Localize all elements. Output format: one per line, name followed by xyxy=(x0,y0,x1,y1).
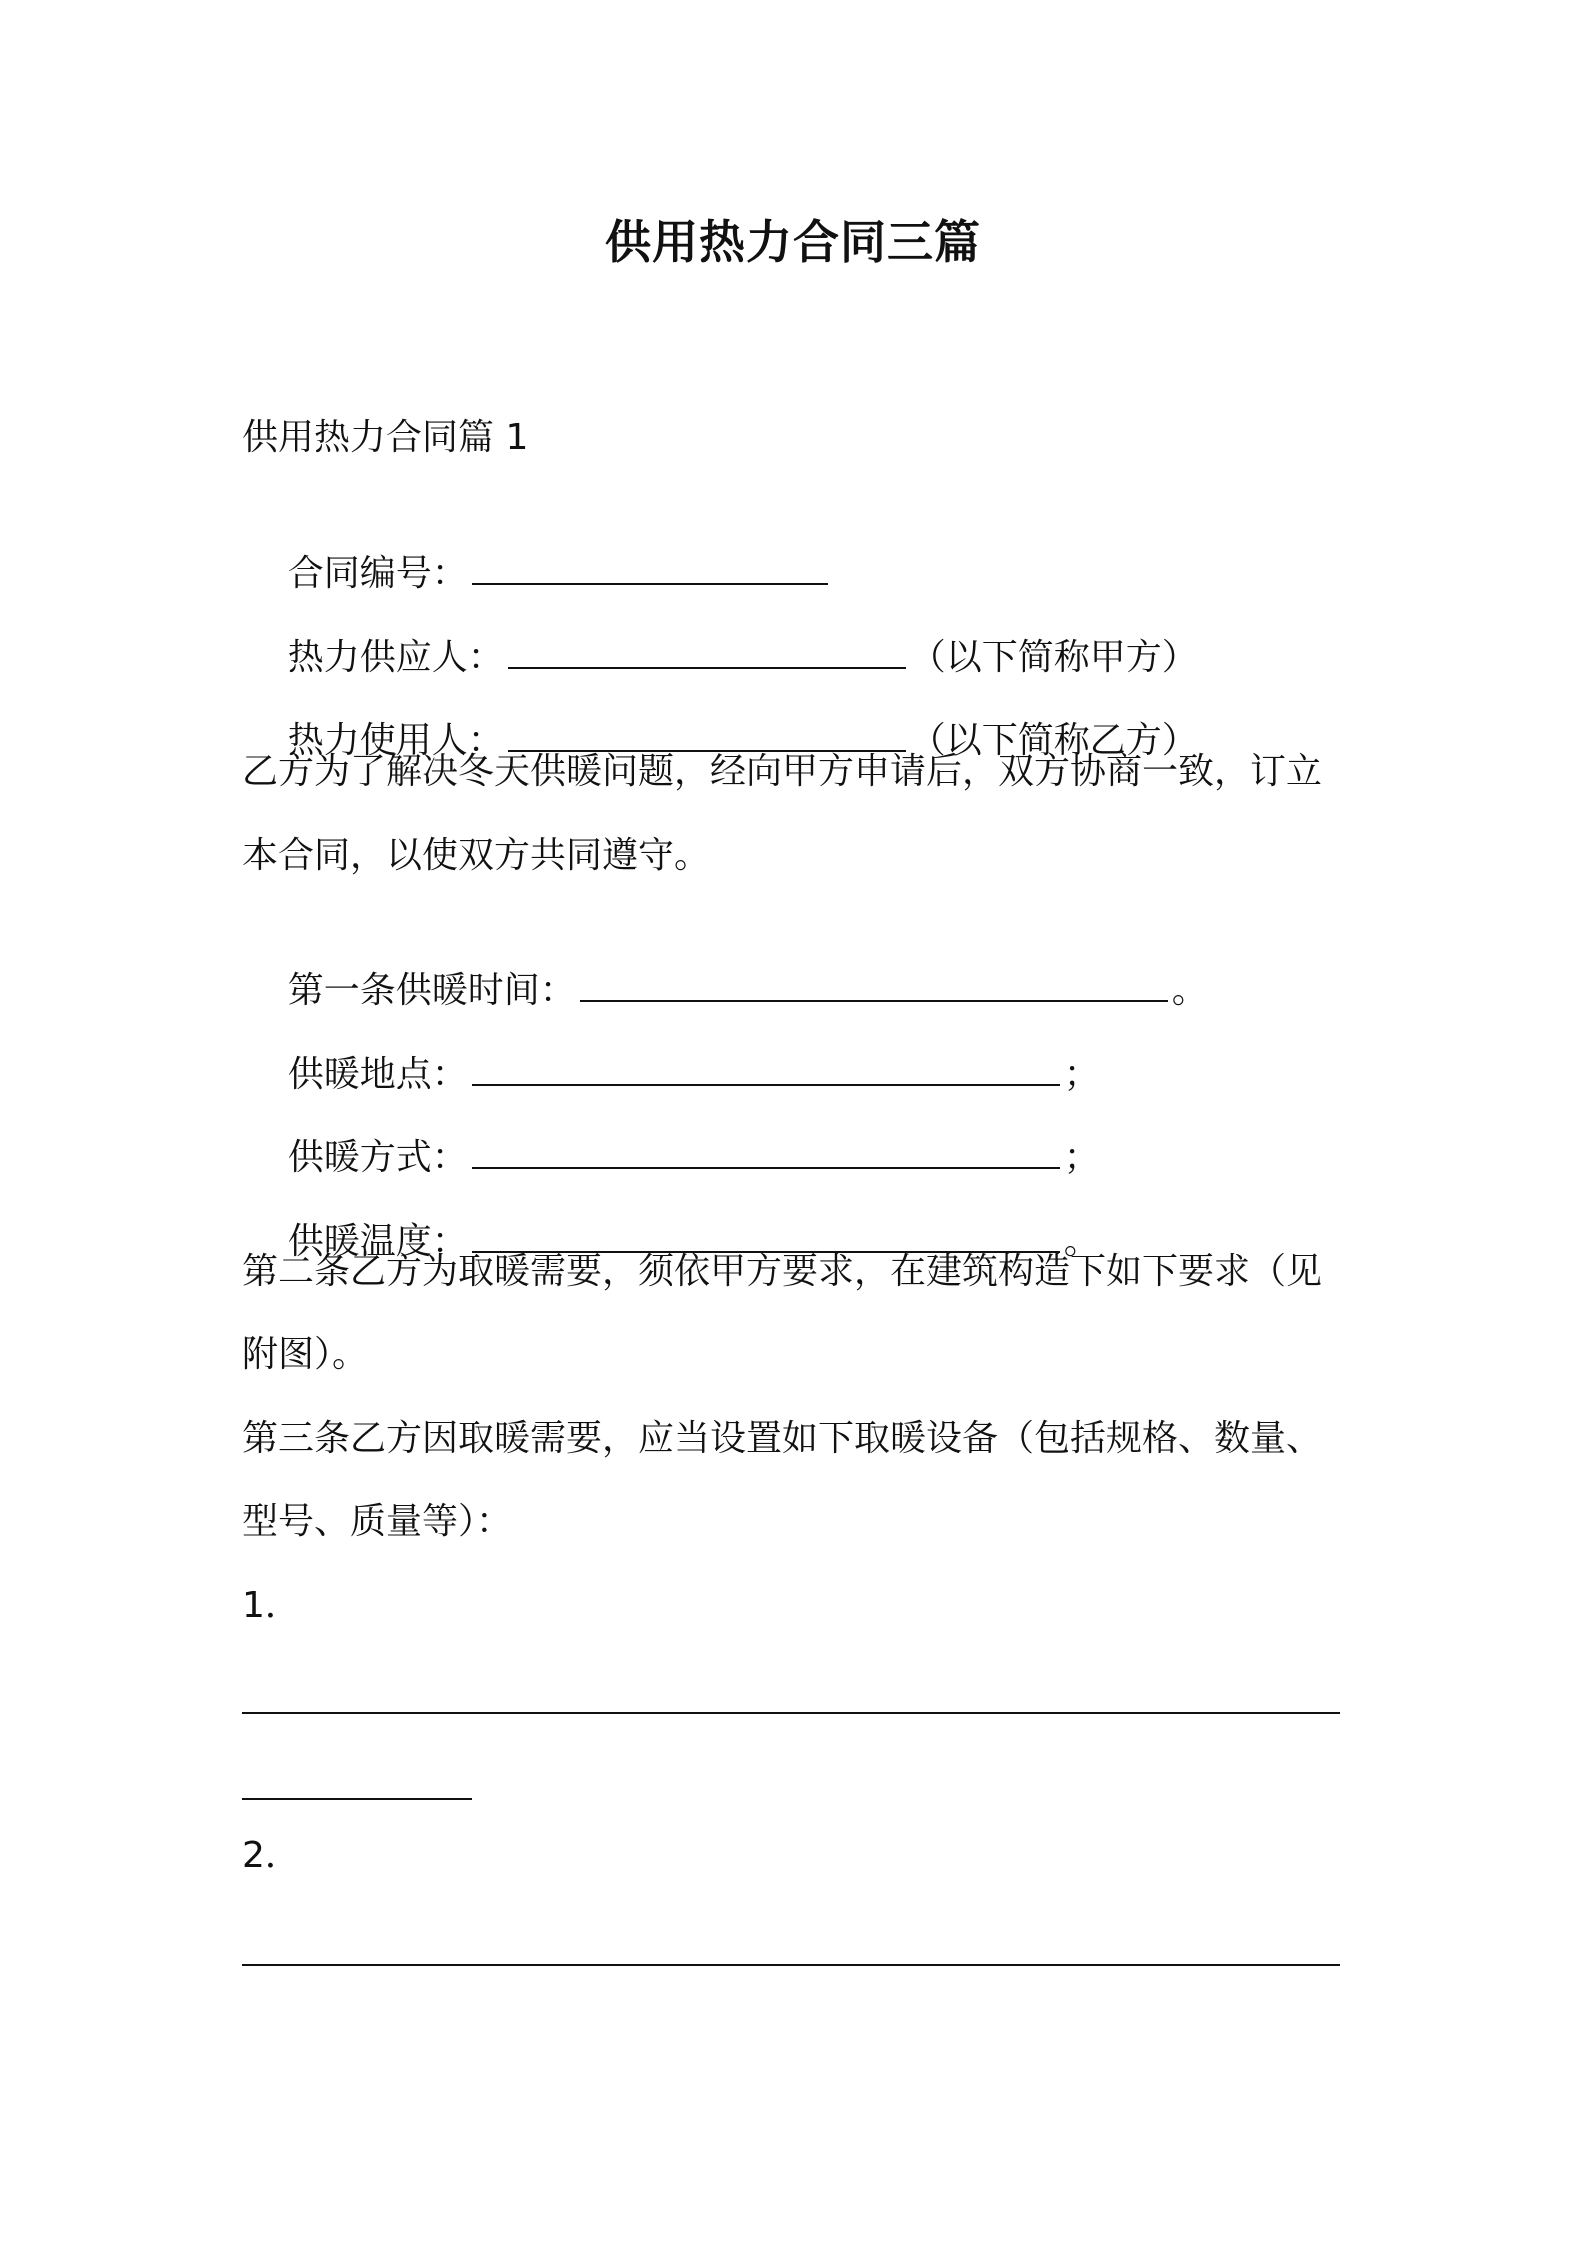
section-heading: 供用热力合同篇 1 xyxy=(242,417,529,458)
item-1-blank-line xyxy=(242,1712,1340,1714)
location-blank xyxy=(472,1046,1060,1086)
method-end: ； xyxy=(1063,1137,1100,1178)
intro-line-1: 乙方为了解决冬天供暖问题，经向甲方申请后，双方协商一致，订立 xyxy=(242,751,1323,792)
contract-number-label: 合同编号： xyxy=(287,553,468,594)
user-label: 热力使用人： xyxy=(287,720,504,761)
supplier-blank xyxy=(508,629,906,669)
location-label: 供暖地点： xyxy=(287,1054,468,1095)
temperature-blank xyxy=(472,1213,1060,1253)
method-blank xyxy=(472,1129,1060,1169)
supplier-suffix: （以下简称甲方） xyxy=(909,637,1198,678)
article-3-line-2: 型号、质量等）： xyxy=(242,1501,513,1542)
supplier-label: 热力供应人： xyxy=(287,637,504,678)
article-1-end: 。 xyxy=(1171,970,1208,1011)
contract-number-blank xyxy=(472,545,828,585)
article-2-line-1: 第二条乙方为取暖需要，须依甲方要求，在建筑构造下如下要求（见 xyxy=(242,1251,1323,1292)
heating-period-blank xyxy=(580,962,1168,1002)
item-1-blank-continuation xyxy=(242,1798,472,1800)
temperature-end: 。 xyxy=(1063,1221,1100,1262)
temperature-label: 供暖温度： xyxy=(287,1221,468,1262)
article-3-line-1: 第三条乙方因取暖需要，应当设置如下取暖设备（包括规格、数量、 xyxy=(242,1418,1323,1459)
intro-line-2: 本合同，以使双方共同遵守。 xyxy=(242,835,711,876)
article-1-label: 第一条供暖时间： xyxy=(287,970,576,1011)
method-label: 供暖方式： xyxy=(287,1137,468,1178)
item-1-number: 1． xyxy=(242,1585,301,1626)
location-end: ； xyxy=(1063,1054,1100,1095)
item-2-blank-line xyxy=(242,1964,1340,1966)
user-blank xyxy=(508,712,906,752)
item-2-number: 2． xyxy=(242,1835,301,1876)
article-2-line-2: 附图）。 xyxy=(242,1334,369,1375)
user-suffix: （以下简称乙方） xyxy=(909,720,1198,761)
document-title: 供用热力合同三篇 xyxy=(605,215,981,269)
